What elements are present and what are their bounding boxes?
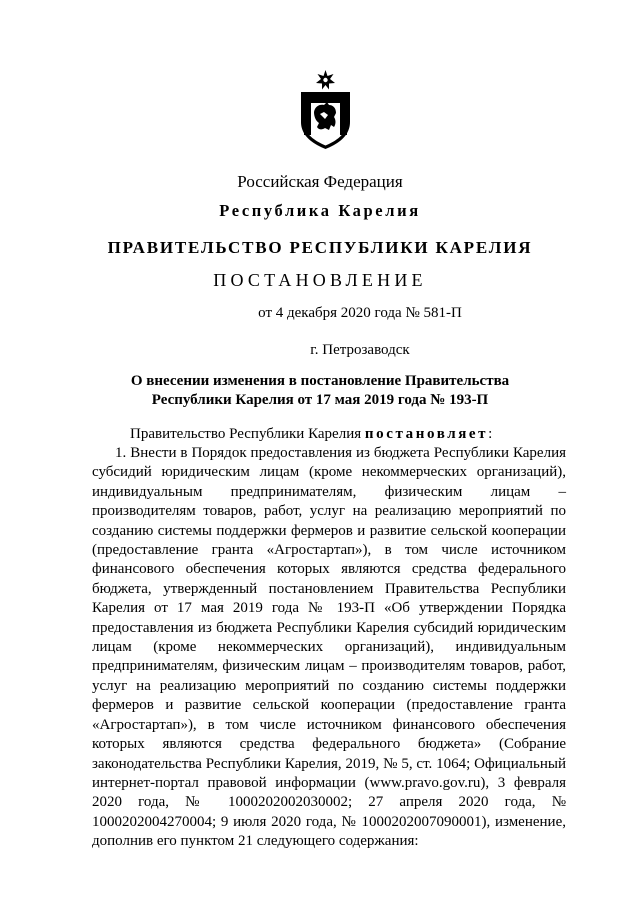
document-city: г. Петрозаводск [310,342,410,358]
federation-title: Российская Федерация [237,172,403,191]
intro-end: : [488,426,493,442]
subject-line-2: Республики Карелия от 17 мая 2019 года № 193-П [151,392,489,408]
republic-title: Республика Карелия [219,201,421,220]
intro-keyword: постановляет [364,426,489,442]
paragraph-1: 1. Внести в Порядок предоставления из бюджета Республики Карелия субсидий юридическим лицам (кроме некоммерческих организаций), индивидуальным предпринимателям, физическим лицам – производителям товаров, работ, услуг на реализацию мероприятий по созданию системы поддержки фермеров и развитие сельской кооперации (предоставление гранта «Агростартап»), в том числе источником финансового обеспечения которых являются средства федерального бюджета, утвержденный постановлением Правительства Республики Карелия от 17 мая 2019 года № 193-П «Об утверждении Порядка предоставления из бюджета Республики Карелия субсидий юридическим лицам (кроме некоммерческих организаций), индивидуальным предпринимателям, физическим лицам – производителям товаров, работ, услуг на реализацию мероприятий по созданию системы поддержки фермеров и развитие сельской кооперации (предоставление гранта «Агростартап»), в том числе источником финансового обеспечения которых являются средства федерального бюджета» (Собрание законодательства Республики Карелия, 2019, № 5, ст. 1064; Официальный интернет-портал правовой информации (www.pravo.gov.ru), 3 февраля 2020 года, № 1000202002030002; 27 апреля 2020 года, № 1000202004270004; 9 июля 2020 года, № 1000202007090001), изменение, дополнив его пунктом 21 следующего содержания: [92,445,566,850]
intro-paragraph [92,425,566,444]
government-title: ПРАВИТЕЛЬСТВО РЕСПУБЛИКИ КАРЕЛИЯ [107,238,533,257]
karelia-coat-of-arms-icon [298,70,353,150]
intro-text: Правительство Республики Карелия [130,426,365,442]
document-subject [0,372,640,410]
document-date: от 4 декабря 2020 года № 581-П [258,305,462,321]
document-type: ПОСТАНОВЛЕНИЕ [213,270,427,290]
subject-line-1: О внесении изменения в постановление Правительства [130,373,510,389]
